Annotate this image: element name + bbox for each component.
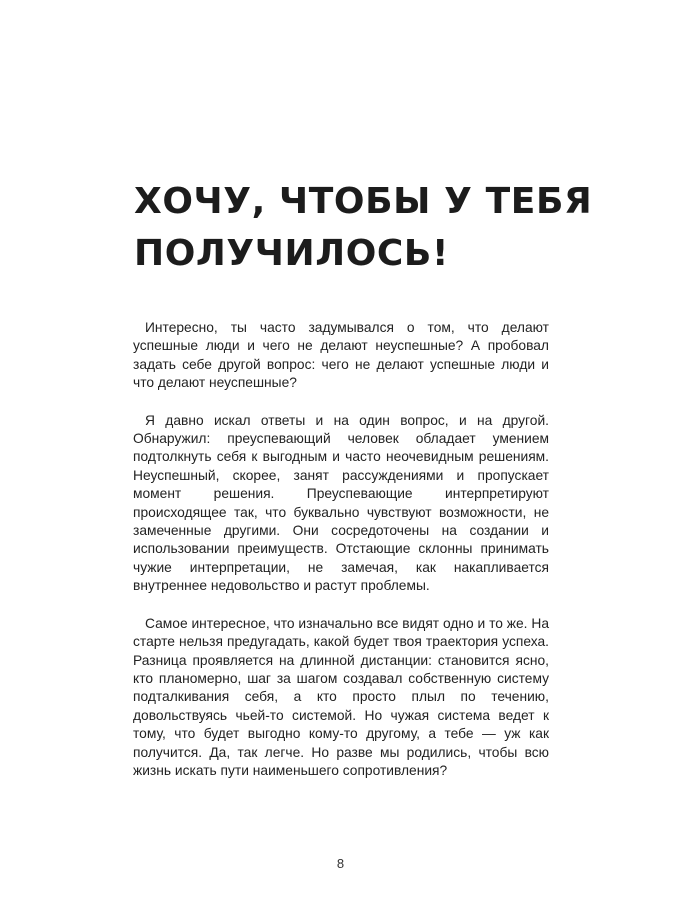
paragraph-2: Я давно искал ответы и на один вопрос, и на другой. Обнаружил: преуспевающий человек обладает умением подтолкнуть себя к выгодным и часто неочевидным решениям. Неуспешный, скорее, занят рассуждениями и пропускает момент решения. Преуспевающие интерпретируют происходящее так, что буквально чувствуют возможности, не замеченные другими. Они сосредоточены на создании и использовании преимуществ. Отстающие склонны принимать чужие интерпретации, не замечая, как накапливается внутреннее недовольство и растут проблемы.	[133, 412, 549, 594]
chapter-title-line-2: ПОЛУЧИЛОСЬ!	[134, 233, 449, 274]
paragraph-3: Самое интересное, что изначально все видят одно и то же. На старте нельзя предугадать, какой будет твоя траектория успеха. Разница проявляется на длинной дистанции: становится ясно, кто планомерно, шаг за шагом создавал собственную систему подталкивания себя, а кто просто плыл по течению, довольствуясь чьей-то системой. Но чужая система ведет к тому, что будет выгодно кому-то другому, а тебе — уж как получится. Да, так легче. Но разве мы родились, чтобы всю жизнь искать пути наименьшего сопротивления?	[133, 615, 549, 778]
body-text	[133, 319, 549, 799]
chapter-title-line-1: ХОЧУ, ЧТОБЫ У ТЕБЯ	[134, 181, 593, 222]
chapter-title	[134, 176, 634, 280]
page-number: 8	[336, 856, 345, 871]
paragraph-1: Интересно, ты часто задумывался о том, что делают успешные люди и чего не делают неуспешные? А пробовал задать себе другой вопрос: чего не делают успешные люди и что делают неуспешные?	[133, 320, 549, 391]
